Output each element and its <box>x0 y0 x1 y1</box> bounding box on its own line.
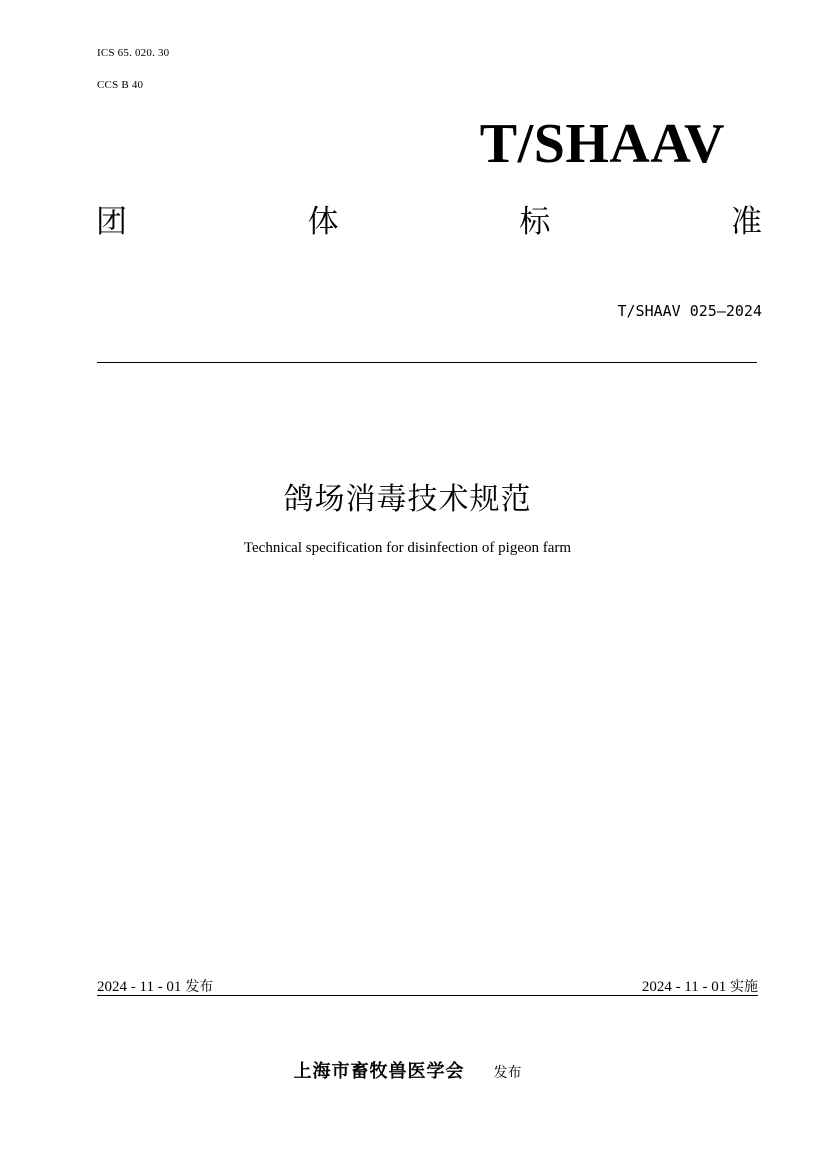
publisher-action: 发布 <box>493 1065 522 1081</box>
issue-date <box>97 976 213 996</box>
implementation-date-value: 2024 - 11 - 01 <box>641 979 727 995</box>
publisher <box>0 1057 815 1083</box>
issue-date-label: 发布 <box>185 979 214 995</box>
standard-type <box>96 196 762 241</box>
standard-type-char: 准 <box>730 204 762 240</box>
ccs-code: CCS B 40 <box>97 79 144 91</box>
title-english: Technical specification for disinfection of pigeon farm <box>243 540 572 556</box>
issue-date-value: 2024 - 11 - 01 <box>97 979 182 995</box>
implementation-date <box>642 976 758 996</box>
standard-type-char: 体 <box>307 204 339 240</box>
ics-code: ICS 65. 020. 30 <box>97 47 170 59</box>
footer-divider <box>97 995 758 996</box>
standard-number: T/SHAAV 025—2024 <box>617 302 762 320</box>
standard-type-char: 团 <box>96 204 127 240</box>
standard-type-char: 标 <box>519 204 551 240</box>
title-chinese: 鸽场消毒技术规范 <box>283 482 532 517</box>
implementation-date-label: 实施 <box>730 979 758 995</box>
organization-code: T/SHAAV <box>479 113 725 175</box>
publisher-organization: 上海市畜牧兽医学会 <box>293 1061 465 1082</box>
header-divider <box>97 362 757 363</box>
